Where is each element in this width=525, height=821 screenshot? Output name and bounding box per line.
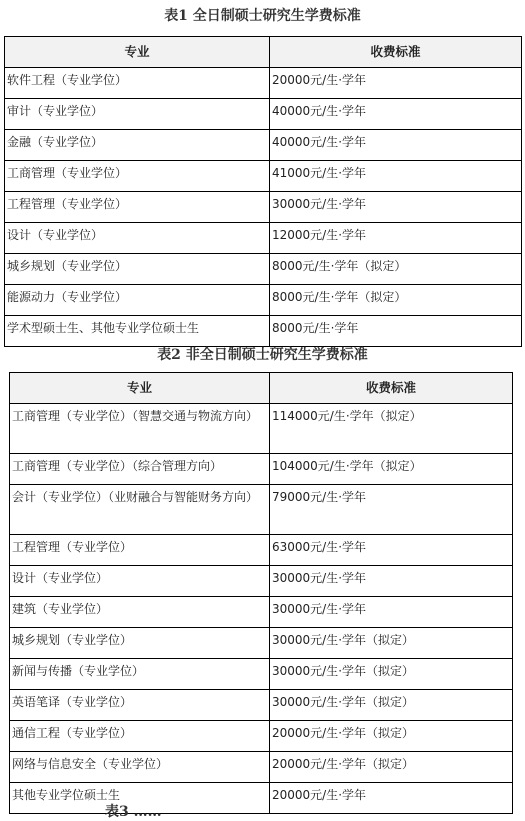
major-column-header: 专业 bbox=[5, 37, 270, 68]
major-cell: 金融（专业学位） bbox=[5, 130, 270, 161]
major-cell: 设计（专业学位） bbox=[5, 223, 270, 254]
table-row bbox=[10, 628, 513, 659]
major-cell: 会计（专业学位）（业财融合与智能财务方向） bbox=[10, 485, 270, 535]
table-row bbox=[5, 285, 522, 316]
major-cell: 设计（专业学位） bbox=[10, 566, 270, 597]
fee-cell: 30000元/生·学年 bbox=[270, 597, 513, 628]
table-row bbox=[10, 566, 513, 597]
table-row bbox=[10, 535, 513, 566]
major-cell: 城乡规划（专业学位） bbox=[5, 254, 270, 285]
major-cell: 审计（专业学位） bbox=[5, 99, 270, 130]
table-row bbox=[10, 659, 513, 690]
table-row bbox=[5, 254, 522, 285]
fee-cell: 63000元/生·学年 bbox=[270, 535, 513, 566]
table-row bbox=[10, 485, 513, 535]
table-row bbox=[10, 404, 513, 454]
fee-cell: 40000元/生·学年 bbox=[270, 130, 522, 161]
major-cell: 工商管理（专业学位） bbox=[5, 161, 270, 192]
major-cell: 网络与信息安全（专业学位） bbox=[10, 752, 270, 783]
next-table-caption: 表3 …… bbox=[105, 804, 162, 820]
fee-column-header: 收费标准 bbox=[270, 37, 522, 68]
major-cell: 工程管理（专业学位） bbox=[10, 535, 270, 566]
major-cell: 建筑（专业学位） bbox=[10, 597, 270, 628]
fee-cell: 30000元/生·学年 bbox=[270, 566, 513, 597]
fee-cell: 20000元/生·学年 bbox=[270, 783, 513, 814]
table-row bbox=[5, 316, 522, 347]
fee-cell: 8000元/生·学年（拟定） bbox=[270, 285, 522, 316]
fee-cell: 104000元/生·学年（拟定） bbox=[270, 454, 513, 485]
fee-cell: 41000元/生·学年 bbox=[270, 161, 522, 192]
major-cell: 学术型硕士生、其他专业学位硕士生 bbox=[5, 316, 270, 347]
fee-cell: 20000元/生·学年（拟定） bbox=[270, 752, 513, 783]
table-row bbox=[10, 752, 513, 783]
cut-off-next-caption bbox=[0, 804, 525, 820]
fee-cell: 8000元/生·学年 bbox=[270, 316, 522, 347]
major-cell: 其他专业学位硕士生 bbox=[10, 783, 270, 814]
table-row bbox=[5, 192, 522, 223]
fee-cell: 20000元/生·学年（拟定） bbox=[270, 721, 513, 752]
major-cell: 软件工程（专业学位） bbox=[5, 68, 270, 99]
major-cell: 能源动力（专业学位） bbox=[5, 285, 270, 316]
table-row bbox=[5, 223, 522, 254]
fee-cell: 30000元/生·学年（拟定） bbox=[270, 690, 513, 721]
table-row bbox=[5, 161, 522, 192]
table-row bbox=[5, 99, 522, 130]
table2-caption: 表2 非全日制硕士研究生学费标准 bbox=[157, 347, 368, 363]
major-cell: 通信工程（专业学位） bbox=[10, 721, 270, 752]
table-row bbox=[10, 454, 513, 485]
major-cell: 工商管理（专业学位）（智慧交通与物流方向） bbox=[10, 404, 270, 454]
fee-cell: 79000元/生·学年 bbox=[270, 485, 513, 535]
fee-cell: 12000元/生·学年 bbox=[270, 223, 522, 254]
fee-cell: 20000元/生·学年 bbox=[270, 68, 522, 99]
table-row bbox=[10, 690, 513, 721]
major-cell: 城乡规划（专业学位） bbox=[10, 628, 270, 659]
major-cell: 新闻与传播（专业学位） bbox=[10, 659, 270, 690]
table1-caption: 表1 全日制硕士研究生学费标准 bbox=[164, 8, 361, 24]
major-cell: 工程管理（专业学位） bbox=[5, 192, 270, 223]
major-cell: 英语笔译（专业学位） bbox=[10, 690, 270, 721]
fee-cell: 30000元/生·学年（拟定） bbox=[270, 659, 513, 690]
part-time-fee-table bbox=[9, 372, 513, 814]
fee-cell: 114000元/生·学年（拟定） bbox=[270, 404, 513, 454]
table-header-row bbox=[10, 373, 513, 404]
fee-column-header: 收费标准 bbox=[270, 373, 513, 404]
table-row bbox=[5, 68, 522, 99]
table-row bbox=[5, 130, 522, 161]
fee-cell: 30000元/生·学年（拟定） bbox=[270, 628, 513, 659]
table-row bbox=[10, 597, 513, 628]
table-header-row bbox=[5, 37, 522, 68]
fee-cell: 30000元/生·学年 bbox=[270, 192, 522, 223]
major-cell: 工商管理（专业学位）（综合管理方向） bbox=[10, 454, 270, 485]
major-column-header: 专业 bbox=[10, 373, 270, 404]
fee-cell: 40000元/生·学年 bbox=[270, 99, 522, 130]
full-time-fee-table bbox=[4, 36, 522, 347]
fee-cell: 8000元/生·学年（拟定） bbox=[270, 254, 522, 285]
table-row bbox=[10, 721, 513, 752]
